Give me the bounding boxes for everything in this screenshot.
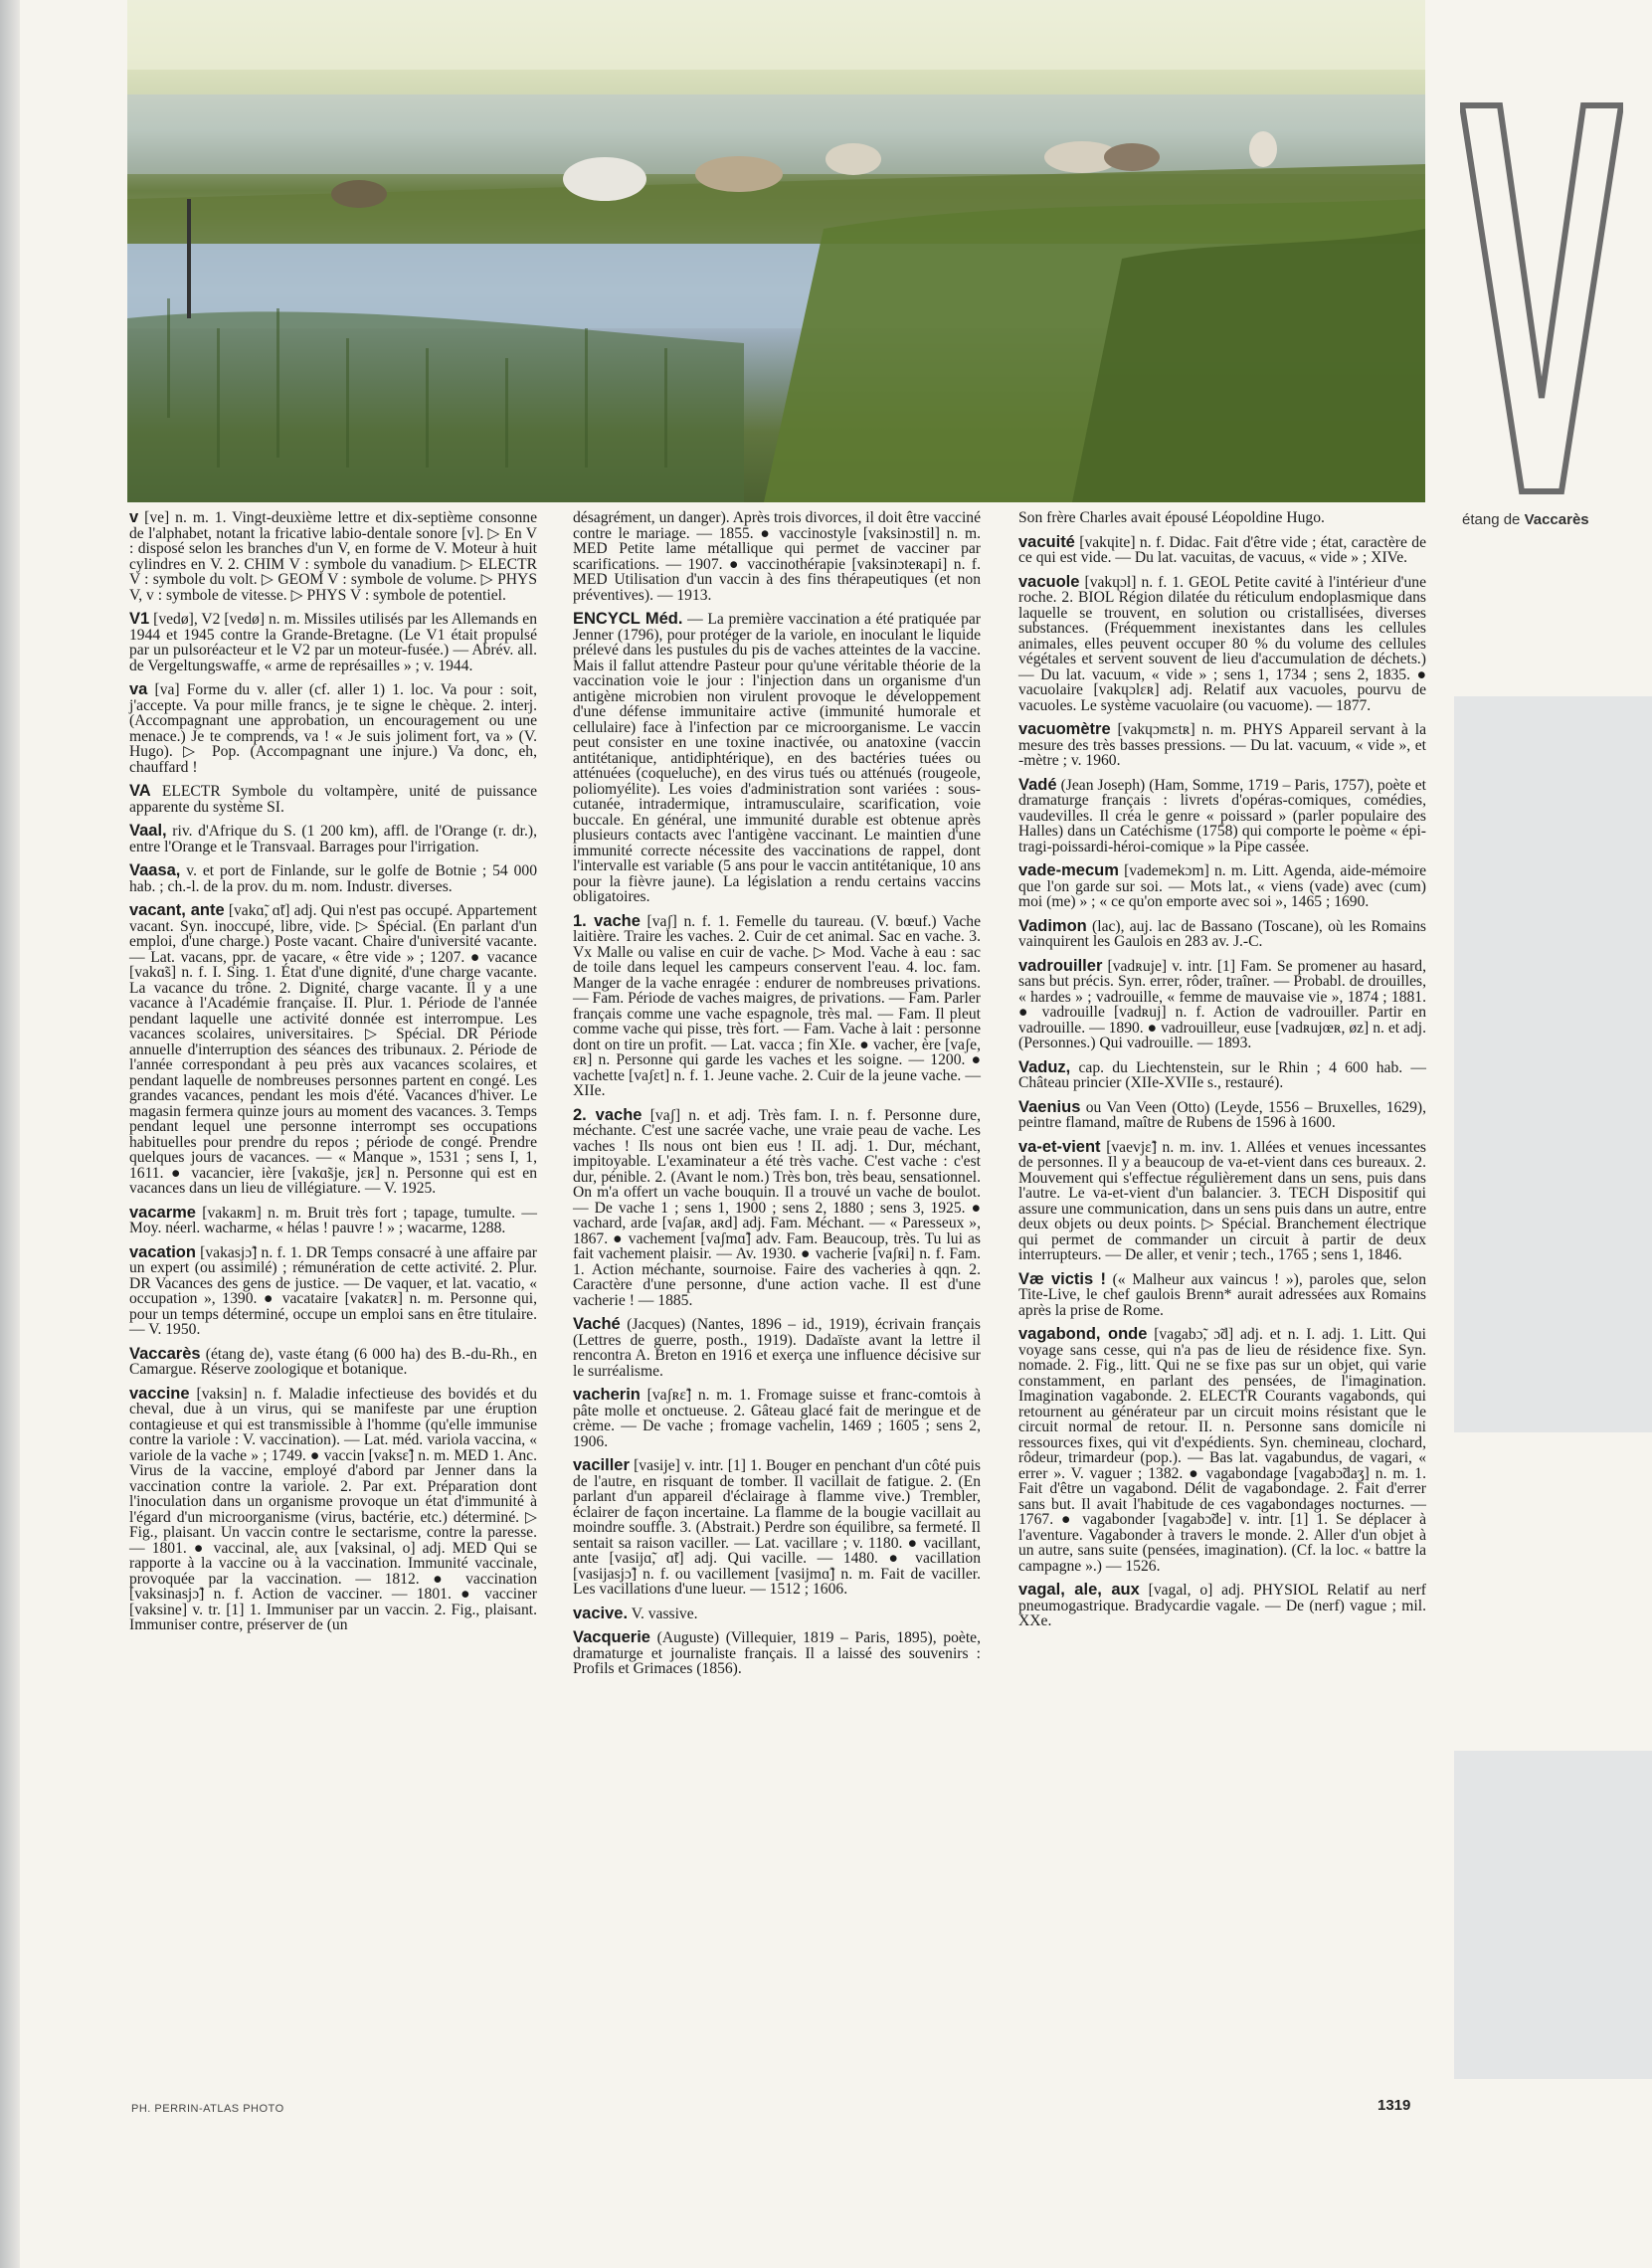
entry-headword: vacuole xyxy=(1018,572,1080,591)
entry-definition: [vaksin] n. f. Maladie infectieuse des bovidés et du cheval, due à un virus, qui se manifeste par une éruption contagieuse et qui est transmissible à l'homme (qu'elle immunise contre la variole : V. vaccination). — Lat. méd. variola vaccina, « variole de la vache » ; 1749. ● vaccin [vaksɛ̃] n. m. MED 1. Anc. Virus de la vaccine, employé d'abord par Jenner dans la vaccination contre la variole. 2. Par ext. Préparation dont l'inoculation dans un organisme provoque un état d'immunité à l'égard d'un microorganisme (virus, bactérie, etc.) déterminé. ▷ Fig., plaisant. Un vaccin contre le sectarisme, contre la paresse. — 1801. ● vaccinal, ale, aux [vaksinal, o] adj. MED Qui se rapporte à la vaccine ou à la vaccination. Immunité vaccinale, provoquée par la vaccination. — 1812. ● vaccination [vaksinasjɔ̃] n. f. Action de vacciner. — 1801. ● vacciner [vaksine] v. tr. [1] 1. Immuniser par un vaccin. 2. Fig., plaisant. Immuniser contre, préserver de (un xyxy=(129,1385,537,1633)
entry-headword: vacherin xyxy=(573,1386,641,1404)
dictionary-entry xyxy=(1018,916,1426,950)
entry-headword: vagal, ale, aux xyxy=(1018,1581,1140,1599)
page-number: 1319 xyxy=(1377,2097,1411,2114)
section-letter-v xyxy=(1460,99,1623,497)
dictionary-entry xyxy=(1018,572,1426,714)
entry-headword: vacant, ante xyxy=(129,901,225,919)
entry-headword: 2. vache xyxy=(573,1105,642,1124)
dictionary-entry xyxy=(1018,1269,1426,1319)
entry-definition: (Jacques) (Nantes, 1896 – id., 1919), écrivain français (Lettres de guerre, posth., 1919). Dadaïste avant la lettre il rencontra A. Breton en 1916 et exerça une influence décisive sur le surréalisme. xyxy=(573,1316,981,1380)
entry-definition: [vasije] v. intr. [1] 1. Bouger en penchant d'un côté puis de l'autre, en risquant de tomber. Il vacillait de fatigue. 2. (En parlant d'un appareil d'éclairage à flamme vive.) Trembler, éclairer de façon incertaine. La flamme de la bougie vacillait au moindre souffle. 3. (Abstrait.) Perdre son équilibre, sa fermeté. Il sentait sa raison vaciller. — Lat. vacillare ; v. 1180. ● vacillant, ante [vasijɑ̃, ɑ̃t] adj. Qui vacille. — 1480. ● vacillation [vasijasjɔ̃] n. f. ou vacillement [vasijmɑ̃] n. m. Fait de vaciller. Les vacillations d'une lueur. — 1512 ; 1606. xyxy=(573,1457,981,1598)
entry-headword: Vaasa, xyxy=(129,861,181,879)
entry-headword: Vaenius xyxy=(1018,1097,1081,1116)
dictionary-entry xyxy=(573,1458,981,1598)
caption-prefix: étang de xyxy=(1462,511,1525,528)
entry-definition: Son frère Charles avait épousé Léopoldine Hugo. xyxy=(1018,509,1325,526)
entry-headword: vadrouiller xyxy=(1018,956,1103,975)
entry-definition: (Auguste) (Villequier, 1819 – Paris, 1895), poète, dramaturge et journaliste français. Il a laissé des souvenirs : Profils et Grimaces (1856). xyxy=(573,1629,981,1677)
entry-definition: [vakaʀm] n. m. Bruit très fort ; tapage, tumulte. — Moy. néerl. wacharme, « hélas ! pauvre ! » ; wacarme, 1288. xyxy=(129,1204,537,1236)
dictionary-entry xyxy=(1018,956,1426,1051)
entry-headword: vaccine xyxy=(129,1384,190,1403)
entry-definition: [vaʃ] n. f. 1. Femelle du taureau. (V. bœuf.) Vache laitière. Traire les vaches. 2. Cuir de cet animal. Sac en vache. 3. Vx Malle ou valise en cuir de vache. ▷ Mod. Vache à eau : sac de toile dans lequel les campeurs conservent l'eau. 4. loc. fam. Manger de la vache enragée : endurer de nombreuses privations. — Fam. Période de vaches maigres, de privations. — Fam. Parler français comme une vache espagnole, très mal. — Fam. Il pleut comme vache qui pisse, très fort. — Fam. Vache à lait : personne dont on tire un profit. — Lat. vacca ; fin XIe. ● vacher, ère [vaʃe, ɛʀ] n. Personne qui garde les vaches et les soigne. — 1200. ● vachette [vaʃɛt] n. f. 1. Jeune vache. 2. Cuir de la jeune vache. — XIIe. xyxy=(573,912,981,1099)
entry-headword: Vadé xyxy=(1018,775,1057,794)
dictionary-entry xyxy=(573,911,981,1099)
entry-headword: 1. vache xyxy=(573,911,641,930)
entry-definition: [vagal, o] adj. PHYSIOL Relatif au nerf pneumogastrique. Bradycardie vagale. — De (nerf) vague ; mil. XXe. xyxy=(1018,1582,1426,1629)
entry-definition: (étang de), vaste étang (6 000 ha) des B.-du-Rh., en Camargue. Réserve zoologique et botanique. xyxy=(129,1345,537,1378)
entry-definition: [vagabɔ̃, ɔ̃d] adj. et n. I. adj. 1. Litt. Qui voyage sans cesse, qui n'a pas de lieu de résidence fixe. Syn. nomade. 2. Fig., litt. Qui ne se fixe pas sur un objet, qui varie constamment, en parlant des pensées, de l'imagination. Imagination vagabonde. 2. ELECTR Courants vagabonds, qui retournent au générateur par un circuit moins résistant que le circuit normal de retour. II. n. Personne sans domicile ni ressources fixes, qui vit d'expédients. Syn. chemineau, clochard, rôdeur, trimardeur (pop.). — Bas lat. vagabundus, de vagari, « errer ». V. vaguer ; 1382. ● vagabondage [vagabɔ̃daʒ] n. m. 1. Fait d'être un vagabond. Délit de vagabondage. 2. Fait d'errer sans but. Il avait l'habitude de ces vagabondages nocturnes. — 1767. ● vagabonder [vagabɔ̃de] v. intr. [1] 1. Se déplacer à l'aventure. Vagabonder à travers le monde. 2. Aller d'un objet à un autre, sans suite (pensées, imagination). (Cf. la loc. « battre la campagne ».) — 1526. xyxy=(1018,1326,1426,1575)
entry-definition: [ve] n. m. 1. Vingt-deuxième lettre et dix-septième consonne de l'alphabet, notant la fricative labio-dentale sonore [v]. ▷ En V : disposé selon les branches d'un V, en forme de V. Moteur à huit cylindres en V. 2. CHIM V : symbole du vanadium. ▷ ELECTR V : symbole du volt. ▷ GEOM V : symbole de volume. ▷ PHYS V, v : symbole de vitesse. ▷ PHYS V : symbole de potentiel. xyxy=(129,509,538,604)
entry-headword: vacation xyxy=(129,1242,196,1261)
dictionary-entry xyxy=(573,612,981,905)
dictionary-entry xyxy=(129,1344,537,1378)
entry-definition: [vadʀuje] v. intr. [1] Fam. Se promener au hasard, sans but précis. Syn. errer, rôder, traîner. — Probabl. de drouilles, « hardes » ; vadrouille, « femme de mauvaise vie », 1874 ; 1881. ● vadrouille [vadʀuj] n. f. Action de vadrouiller. Partir en vadrouille. — 1890. ● vadrouilleur, euse [vadʀujœʀ, øz] n. et adj. (Personnes.) Qui vadrouille. — 1893. xyxy=(1018,957,1426,1051)
entry-headword: Vacquerie xyxy=(573,1628,650,1646)
entry-headword: va-et-vient xyxy=(1018,1137,1101,1156)
dictionary-entry xyxy=(129,784,537,815)
dictionary-entry xyxy=(573,1630,981,1677)
entry-definition: [vaʃʀɛ̃] n. m. 1. Fromage suisse et franc-comtois à pâte molle et onctueuse. 2. Gâteau glacé fait de meringue et de crème. — De vache ; fromage vachelin, 1469 ; 1605 ; sens 2, 1906. xyxy=(573,1387,982,1450)
entry-definition: [vakɥite] n. f. Didac. Fait d'être vide ; état, caractère de ce qui est vide. — Du lat. vacuitas, de vacuus, « vide » ; XIVe. xyxy=(1018,533,1427,566)
entry-definition: [vakɥɔl] n. f. 1. GEOL Petite cavité à l'intérieur d'une roche. 2. BIOL Région dilatée du réticulum endoplasmique dans laquelle se trouvent, en solution ou cristallisées, diverses substances. (Fréquemment inexistantes dans les cellules animales, elles peuvent occuper 80 % du volume des cellules végétales et servent souvent de lieu d'accumulation de déchets.) — Du lat. vacuum, « vide » ; sens 1, 1734 ; sens 2, 1835. ● vacuolaire [vakɥɔlɛʀ] adj. Relatif aux vacuoles, pourvu de vacuoles. Le système vacuolaire (ou vacuome). — 1877. xyxy=(1018,573,1426,714)
dictionary-entry xyxy=(1018,863,1426,910)
column-1 xyxy=(129,510,537,1642)
entry-definition: [vedø], V2 [vedø] n. m. Missiles utilisés par les Allemands en 1944 et 1945 contre la Grande-Bretagne. (Le V1 était propulsé par un pulsoréacteur et le V2 par un moteur-fusée.) — Abrév. all. de Vergeltungswaffe, « arme de représailles » ; v. 1944. xyxy=(129,611,537,674)
dictionary-entry xyxy=(129,1384,537,1633)
dictionary-entry xyxy=(1018,775,1426,855)
dictionary-entry xyxy=(573,1105,981,1309)
entry-definition: [vakɥɔmɛtʀ] n. m. PHYS Appareil servant à la mesure des très basses pressions. — Du lat. vacuum, « vide », et -mètre ; v. 1960. xyxy=(1018,721,1426,769)
entry-headword: Vaccarès xyxy=(129,1344,201,1363)
dictionary-entry xyxy=(1018,510,1426,526)
dictionary-entry xyxy=(129,682,537,775)
entry-definition: ou Van Veen (Otto) (Leyde, 1556 – Bruxelles, 1629), peintre flamand, maître de Rubens de 1596 à 1600. xyxy=(1018,1098,1426,1131)
dictionary-entry xyxy=(129,863,537,894)
dictionary-entry xyxy=(1018,1097,1426,1131)
page-edge-shadow xyxy=(0,0,20,2268)
dictionary-entry xyxy=(1018,1137,1426,1263)
entry-definition: — La première vaccination a été pratiquée par Jenner (1796), pour protéger de la variole, en inoculant le liquide prélevé dans les pustules du pis de vaches atteintes de la vaccine. Mais il fallut attendre Pasteur pour qu'une véritable théorie de la vaccination voie le jour : l'injection dans un organisme d'un antigène microbien non virulent provoque le développement d'une défense immunitaire active (immunité humorale et cellulaire) face à l'infection par ce microorganisme. Le vaccin peut consister en une toxine inactivée, ou anatoxine (vaccin antitétanique, antidiphtérique), en des bactéries tuées ou atténuées (coqueluche), en des virus tués ou atténués (rougeole, poliomyélite). Les voies d'administration sont variées : sous-cutanée, intradermique, intramusculaire, scarification, voie buccale. En général, une immunité durable est obtenue après plusieurs contacts avec l'antigène vaccinant. Le maintien d'une immunité correcte nécessite des vaccinations de rappel, dont l'intervalle est variable (5 ans pour le vaccin antitétanique, 10 ans pour la fièvre jaune). La législation a rendu certains vaccins obligatoires. xyxy=(573,611,981,905)
dictionary-entry xyxy=(129,824,537,854)
entry-definition: [vaʃ] n. et adj. Très fam. I. n. f. Personne dure, méchante. C'est une sacrée vache, une vraie peau de vache. Les vaches ! Ils nous ont bien eus ! II. adj. 1. Dur, méchant, impitoyable. L'examinateur a été très vache. C'est vache : c'est dur, pénible. 2. (Avant le nom.) Très bon, très beau, sensationnel. On m'a offert un vache bouquin. Il a trouvé un vache de boulot. — De vache 1 ; sens 1, 1900 ; sens 2, 1880 ; sens 3, 1925. ● vachard, arde [vaʃaʀ, aʀd] adj. Fam. Méchant. — « Paresseux », 1867. ● vachement [vaʃmɑ̃] adv. Fam. Beaucoup, très. Tu lui as fait vachement plaisir. — Av. 1930. ● vacherie [vaʃʀi] n. f. Fam. 1. Action méchante, sournoise. Faire des vacheries à qqn. 2. Caractère d'une personne, d'une action vache. Il est d'une vacherie ! — 1885. xyxy=(573,1106,981,1309)
entry-definition: cap. du Liechtenstein, sur le Rhin ; 4 600 hab. — Château princier (XIIe-XVIIe s., restauré). xyxy=(1018,1058,1426,1091)
entry-definition: [va] Forme du v. aller (cf. aller 1) 1. loc. Va pour : soit, j'accepte. Va pour mille francs, je te signe le chèque. 2. interj. (Accompagnant une approbation, un encouragement ou une menace.) Je te comprends, va ! « Je suis joliment fort, va » (V. Hugo). ▷ Pop. (Accompagnant une injure.) Va donc, eh, chauffard ! xyxy=(129,681,538,776)
column-2 xyxy=(573,510,981,1686)
margin-shade-bottom xyxy=(1454,1751,1652,2079)
entry-headword: v xyxy=(129,508,139,526)
entry-headword: vacarme xyxy=(129,1203,196,1222)
dictionary-entry xyxy=(573,510,981,603)
entry-definition: riv. d'Afrique du S. (1 200 km), affl. de l'Orange (r. dr.), entre l'Orange et le Transvaal. Barrages pour l'irrigation. xyxy=(129,823,537,855)
entry-headword: Vaduz, xyxy=(1018,1057,1071,1076)
dictionary-entry xyxy=(1018,1057,1426,1091)
entry-headword: Vadimon xyxy=(1018,916,1087,935)
dictionary-entry xyxy=(129,1242,537,1338)
dictionary-entry xyxy=(1018,722,1426,769)
entry-headword: vade-mecum xyxy=(1018,861,1119,879)
entry-definition: (lac), auj. lac de Bassano (Toscane), où les Romains vainquirent les Gaulois en 283 av. J.-C. xyxy=(1018,917,1426,950)
entry-definition: ELECTR Symbole du voltampère, unité de puissance apparente du système SI. xyxy=(129,783,537,816)
photo-caption xyxy=(1462,511,1589,528)
dictionary-entry xyxy=(573,1388,981,1449)
entry-headword: V1 xyxy=(129,610,150,628)
entry-definition: [vademekɔm] n. m. Litt. Agenda, aide-mémoire que l'on garde sur soi. — Mots lat., « viens (vade) avec (cum) moi (me) » ; « ce qu'on emporte avec soi », 1465 ; 1690. xyxy=(1018,862,1426,910)
entry-definition: [vakɑ̃, ɑ̃t] adj. Qui n'est pas occupé. Appartement vacant. Syn. inoccupé, libre, vide. ▷ Spécial. (En parlant d'un emploi, d'une charge.) Poste vacant. Chaire d'université vacante. — Lat. vacans, ppr. de vacare, « être vide » ; 1207. ● vacance [vakɑ̃s] n. f. I. Sing. 1. État d'une dignité, d'une charge vacante. La vacance du trône. 2. Dignité, charge vacante. Il y a une vacance à l'Académie française. II. Plur. 1. Période de l'année pendant laquelle une activité donnée est interrompue. Les vacances scolaires, universitaires. ▷ Spécial. DR Période annuelle d'interruption des séances des tribunaux. 2. Période de l'année correspondant à peu près aux vacances scolaires, et pendant laquelle de nombreuses personnes partent en congé. Les grandes vacances, pendant les mois d'été. Vacances d'hiver. Le magasin fermera quinze jours au moment des vacances. 3. Temps pendant lequel une personne interrompt ses occupations habituelles pour prendre du repos ; période de congé. Prendre quelques jours de vacances. — « Manque », 1531 ; sens I, 1, 1611. ● vacancier, ière [vakɑ̃sje, jɛʀ] n. Personne qui est en vacances dans un lieu de villégiature. — V. 1925. xyxy=(129,902,538,1197)
entry-headword: vacuomètre xyxy=(1018,720,1111,738)
entry-definition: [vakasjɔ̃] n. f. 1. DR Temps consacré à une affaire par un expert (ou assimilé) ; rémunération de cette activité. 2. Plur. DR Vacances des gens de justice. — De vaquer, et lat. vacatio, « occupation », 1390. ● vacataire [vakatɛʀ] n. m. Personne qui, pour un temps déterminé, occupe un emploi sans en être titulaire. — V. 1950. xyxy=(129,1243,537,1338)
photo-credit: PH. PERRIN-ATLAS PHOTO xyxy=(131,2103,284,2115)
entry-headword: VA xyxy=(129,782,151,800)
dictionary-entry xyxy=(129,1203,537,1236)
entry-definition: V. vassive. xyxy=(631,1605,698,1622)
dictionary-entry xyxy=(1018,1583,1426,1629)
entry-definition: [vaevjɛ̃] n. m. inv. 1. Allées et venues incessantes de personnes. Il y a beaucoup de va-et-vient dans ces bureaux. 2. Mouvement qui s'effectue régulièrement dans un sens, puis dans l'autre. Le va-et-vient d'un balancier. 3. TECH Dispositif qui assure une communication, dans un sens puis dans un autre, entre deux objets ou deux points. ▷ Spécial. Branchement électrique qui permet de commander un circuit à partir de deux interrupteurs. — De aller, et venir ; tech., 1765 ; sens 1, 1846. xyxy=(1018,1138,1426,1263)
entry-headword: vagabond, onde xyxy=(1018,1325,1148,1343)
margin-shade-top xyxy=(1454,696,1652,1432)
dictionary-entry xyxy=(1018,532,1427,566)
entry-definition: désagrément, un danger). Après trois divorces, il doit être vacciné contre le mariage. — 1855. ● vaccinostyle [vaksinɔstil] n. m. MED Petite lame métallique qui permet de vacciner par scarifications. — 1907. ● vaccinothérapie [vaksinɔteʀapi] n. f. MED Utilisation d'un vaccin à des fins thérapeutiques (et non préventives). — 1913. xyxy=(573,509,981,604)
column-3 xyxy=(1018,510,1426,1638)
entry-headword: vacive. xyxy=(573,1604,629,1622)
dictionary-entry xyxy=(129,903,537,1197)
entry-headword: Væ victis ! xyxy=(1018,1269,1106,1288)
entry-headword: Vaal, xyxy=(129,822,167,840)
caption-name: Vaccarès xyxy=(1524,511,1589,528)
entry-definition: (Jean Joseph) (Ham, Somme, 1719 – Paris, 1757), poète et dramaturge français : livrets d'opéras-comiques, comédies, vaudevilles. Il créa le genre « poissard » (parler populaire des Halles) dans un Catéchisme (1758) qui comporte le poème « épi-tragi-poissardi-héroi-comique » la Pipe cassée. xyxy=(1018,776,1426,855)
dictionary-entry xyxy=(129,510,537,603)
entry-headword: ENCYCL Méd. xyxy=(573,610,683,628)
dictionary-entry xyxy=(573,1606,981,1622)
entry-headword: vaciller xyxy=(573,1456,630,1474)
entry-headword: Vaché xyxy=(573,1315,621,1333)
entry-definition: (« Malheur aux vaincus ! »), paroles que, selon Tite-Live, le chef gaulois Brenn* aurait adressées aux Romains après la prise de Rome. xyxy=(1018,1270,1426,1319)
entry-definition: v. et port de Finlande, sur le golfe de Botnie ; 54 000 hab. ; ch.-l. de la prov. du m. nom. Industr. diverses. xyxy=(129,862,537,895)
entry-headword: vacuité xyxy=(1018,532,1075,551)
entry-headword: va xyxy=(129,680,148,698)
dictionary-entry xyxy=(573,1317,981,1379)
dictionary-entry xyxy=(129,612,537,673)
camargue-horses-photo xyxy=(127,0,1425,502)
dictionary-entry xyxy=(1018,1327,1426,1574)
